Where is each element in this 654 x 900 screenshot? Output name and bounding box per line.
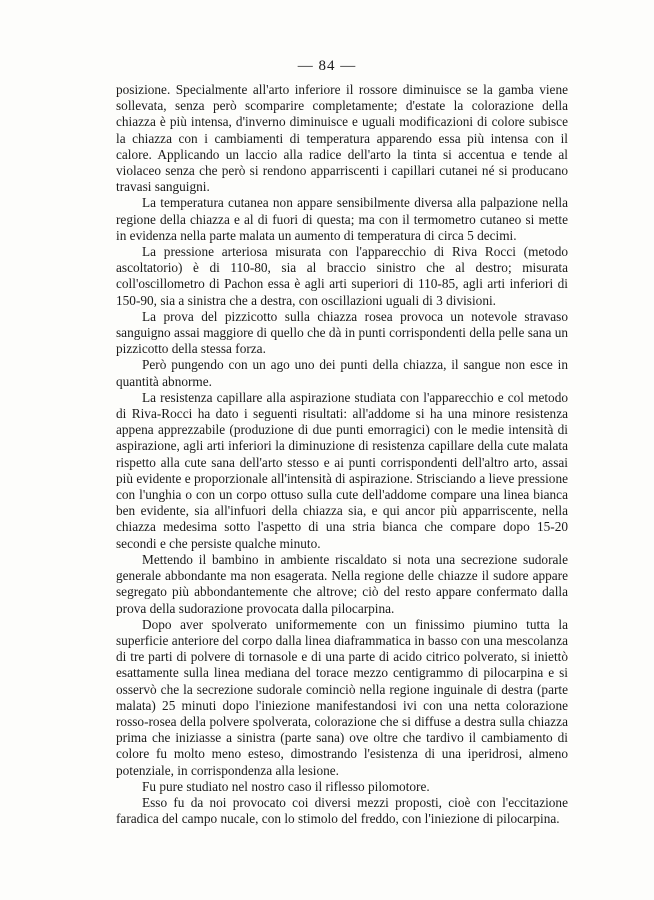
page-number: — 84 — [297,58,357,74]
body-text [116,82,568,827]
paragraph: Esso fu da noi provocato coi diversi mezzi proposti, cioè con l'eccitazione faradica del campo nucale, con lo stimolo del freddo, con l'iniezione di pilocarpina. [116,794,568,827]
paragraph: Però pungendo con un ago uno dei punti della chiazza, il sangue non esce in quantità abnorme. [116,357,568,389]
paragraph: La pressione arteriosa misurata con l'apparecchio di Riva Rocci (metodo ascoltatorio) è di 110-80, sia al braccio sinistro che al destro; misurata coll'oscillometro di Pachon essa è agli arti superiori di 110-85, agli arti inferiori di 150-90, sia a sinistra che a destra, con oscillazioni uguali di 3 divisioni. [116,244,568,308]
paragraph: Mettendo il bambino in ambiente riscaldato si nota una secrezione sudorale generale abbondante ma non esagerata. Nella regione delle chiazze il sudore appare segregato più abbondantemente che altrove; ciò del resto appare confermato dalla prova della sudorazione provocata dalla pilocarpina. [116,551,568,616]
paragraph: Fu pure studiato nel nostro caso il riflesso pilomotore. [142,778,430,794]
paragraph: La prova del pizzicotto sulla chiazza rosea provoca un notevole stravaso sanguigno assai maggiore di quello che dà in punti corrispondenti della pelle sana un pizzicotto della stessa forza. [116,308,568,357]
paragraph: La temperatura cutanea non appare sensibilmente diversa alla palpazione nella regione della chiazza e al di fuori di questa; ma con il termometro cutaneo si mette in evidenza nella parte malata un aumento di temperatura di circa 5 decimi. [116,195,568,243]
paragraph: Dopo aver spolverato uniformemente con un finissimo piumino tutta la superficie anteriore del corpo dalla linea diaframmatica in basso con una mescolanza di tre parti di polvere di tornasole e di una parte di acido citrico polverato, si iniettò esattamente sulla linea mediana del torace mezzo centigrammo di pilocarpina e si osservò che la secrezione sudorale cominciò nella regione inguinale di destra (parte malata) 25 minuti dopo l'iniezione manifestandosi ivi con una netta colorazione rosso-rosea della polvere spolverata, colorazione che si diffuse a destra sulla chiazza prima che iniziasse a sinistra (parte sana) ove oltre che tardivo il cambiamento di colore fu molto meno esteso, dimostrando l'esistenza di una iperidrosi, almeno potenziale, in corrispondenza alla lesione. [116,616,568,778]
paragraph: posizione. Specialmente all'arto inferiore il rossore diminuisce se la gamba viene sollevata, senza però scomparire completamente; d'estate la colorazione della chiazza è più intensa, d'inverno diminuisce e uguali modificazioni di colore subisce la chiazza con i cambiamenti di temperatura apparendo essa più intensa con il calore. Applicando un laccio alla radice dell'arto la tinta si accentua e tende al violaceo senza che però si rendono apparriscenti i capillari cutanei né si producano travasi sanguigni. [116,82,568,195]
paragraph: La resistenza capillare alla aspirazione studiata con l'apparecchio e col metodo di Riva-Rocci ha dato i seguenti risultati: all'addome si ha una minore resistenza appena apprezzabile (produzione di due punti emorragici) con le medie intensità di aspirazione, agli arti inferiori la diminuzione di resistenza capillare della cute malata rispetto alla cute sana dell'arto stesso e ai punti corrispondenti dell'altro arto, assai più evidente e proporzionale all'intensità di aspirazione. Strisciando a lieve pressione con l'unghia o con un corpo ottuso sulla cute dell'addome compare una linea bianca ben evidente, sia all'infuori della chiazza sia, e qui ancor più apparriscente, nella chiazza medesima sotto l'aspetto di una stria bianca che compare dopo 15-20 secondi e che persiste qualche minuto. [116,389,568,551]
